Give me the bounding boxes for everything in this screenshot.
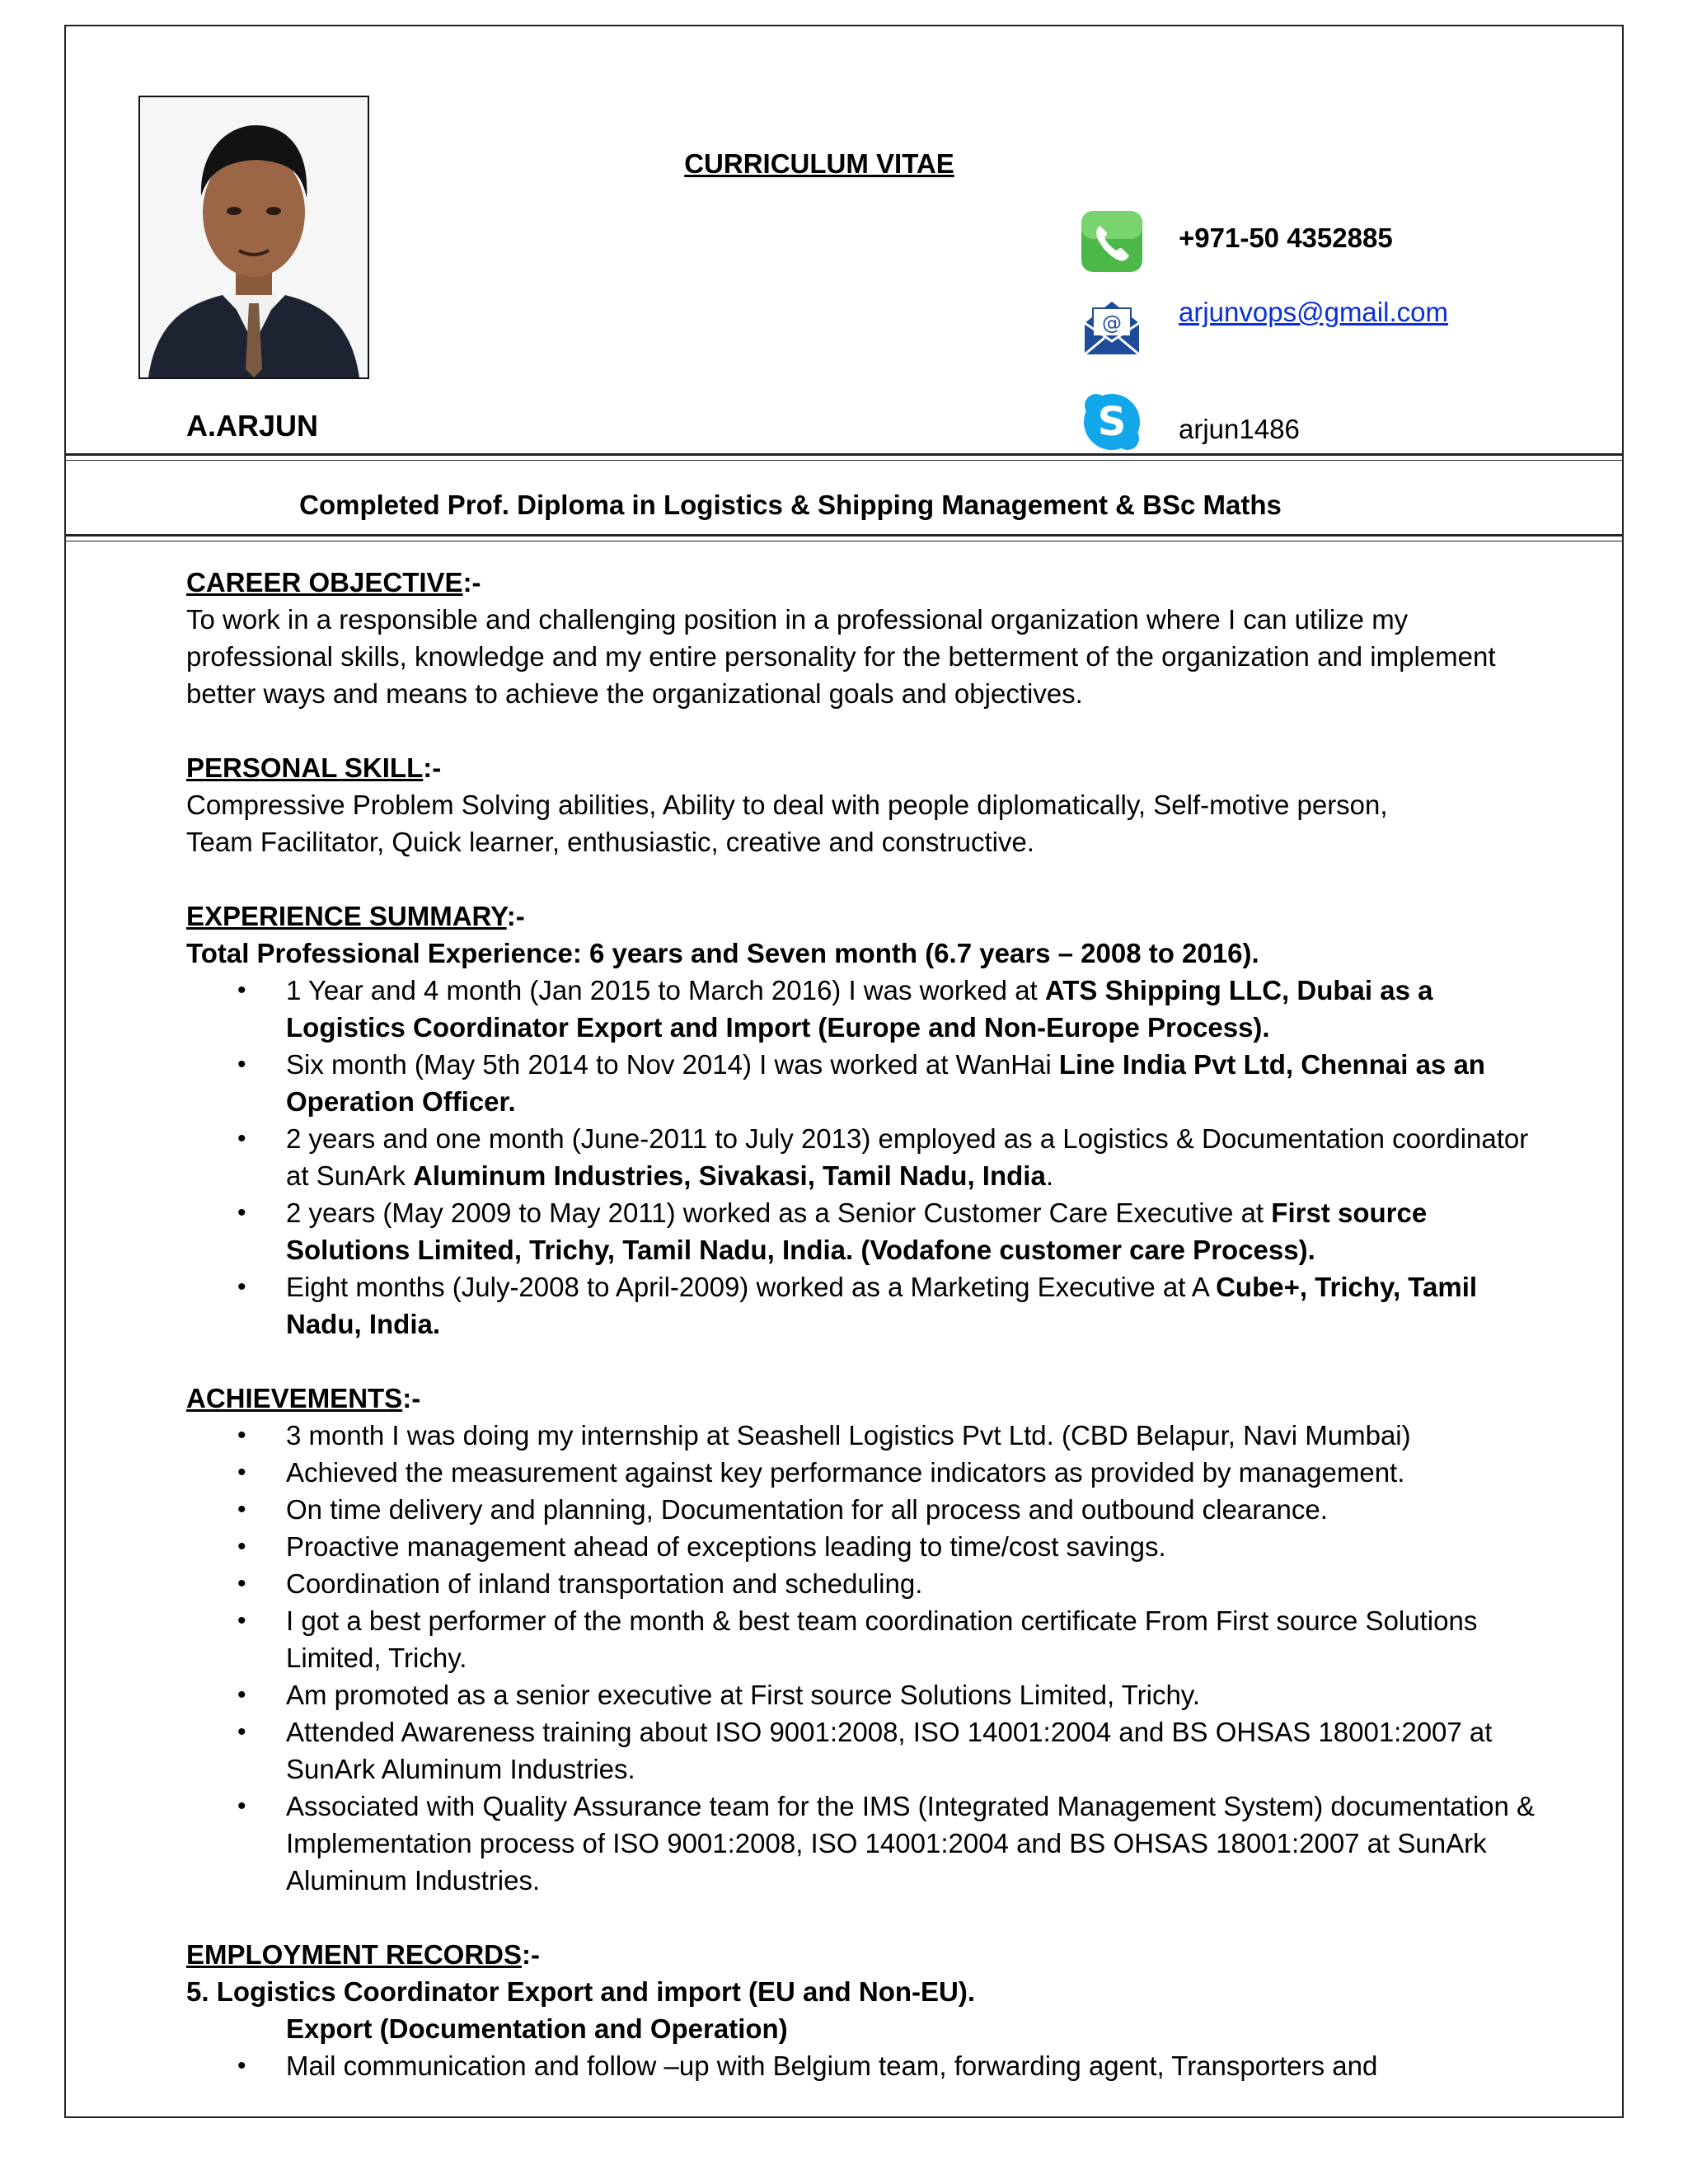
achievement-item: • Am promoted as a senior executive at First source Solutions Limited, Trichy.	[186, 1676, 1554, 1713]
achievement-item: • Proactive management ahead of exceptions leading to time/cost savings.	[186, 1528, 1554, 1565]
qualification-divider	[66, 534, 1622, 537]
achievement-item: • Achieved the measurement against key performance indicators as provided by management.	[186, 1454, 1554, 1491]
career-objective-heading: CAREER OBJECTIVE:-	[186, 567, 481, 598]
achievement-item: • Associated with Quality Assurance team for the IMS (Integrated Management System) documentation & Implementation process of ISO 9001:2008, ISO 14001:2004 and BS OHSAS 18001:2007 at SunArk Aluminum Industries.	[186, 1788, 1554, 1899]
profile-photo	[138, 96, 369, 379]
experience-item: • 2 years (May 2009 to May 2011) worked as a Senior Customer Care Executive at First source Solutions Limited, Trichy, Tamil Nadu, India. (Vodafone customer care Process).	[186, 1194, 1554, 1268]
employment-duty-item: • Mail communication and follow –up with Belgium team, forwarding agent, Transporters and	[186, 2047, 1554, 2084]
skype-id: arjun1486	[1179, 414, 1300, 444]
experience-item: • 1 Year and 4 month (Jan 2015 to March 2016) I was worked at ATS Shipping LLC, Dubai as a Logistics Coordinator Export and Import (Europe and Non-Europe Process).	[186, 972, 1554, 1046]
email-address[interactable]: arjunvops@gmail.com	[1179, 297, 1448, 327]
achievement-item: • Coordination of inland transportation and scheduling.	[186, 1565, 1554, 1602]
employment-sub-heading: Export (Documentation and Operation)	[286, 2013, 788, 2044]
experience-summary-heading: EXPERIENCE SUMMARY:-	[186, 901, 525, 931]
resume-body	[186, 564, 1554, 2084]
experience-item: • 2 years and one month (June-2011 to July 2013) employed as a Logistics & Documentation coordinator at SunArk Aluminum Industries, Sivakasi, Tamil Nadu, India.	[186, 1120, 1554, 1194]
document-title: CURRICULUM VITAE	[684, 148, 954, 179]
svg-text:@: @	[1102, 312, 1122, 335]
email-link[interactable]	[1179, 297, 1448, 328]
achievement-item: • Attended Awareness training about ISO 9001:2008, ISO 14001:2004 and BS OHSAS 18001:2007 at SunArk Aluminum Industries.	[186, 1713, 1554, 1788]
header-divider-thin	[66, 460, 1622, 461]
achievements-heading: ACHIEVEMENTS:-	[186, 1383, 421, 1413]
experience-list	[186, 972, 1554, 1343]
experience-item: • Eight months (July-2008 to April-2009) worked as a Marketing Executive at A Cube+, Trichy, Tamil Nadu, India.	[186, 1268, 1554, 1343]
email-icon	[1080, 295, 1144, 359]
career-objective-text: To work in a responsible and challenging position in a professional organization where I can utilize my professional skills, knowledge and my entire personality for the betterment of the organization and implement better ways and means to achieve the organizational goals and objectives.	[186, 604, 1496, 709]
personal-skill-line: Team Facilitator, Quick learner, enthusiastic, creative and constructive.	[186, 827, 1034, 857]
candidate-name: A.ARJUN	[186, 409, 319, 443]
achievement-item: • 3 month I was doing my internship at Seashell Logistics Pvt Ltd. (CBD Belapur, Navi Mumbai)	[186, 1417, 1554, 1454]
phone-icon	[1080, 209, 1144, 274]
employment-record-title: 5. Logistics Coordinator Export and import (EU and Non-EU).	[186, 1976, 976, 2007]
qualification-line: Completed Prof. Diploma in Logistics & Shipping Management & BSc Maths	[299, 490, 1282, 520]
experience-item: • Six month (May 5th 2014 to Nov 2014) I was worked at WanHai Line India Pvt Ltd, Chennai as an Operation Officer.	[186, 1046, 1554, 1120]
achievements-list	[186, 1417, 1554, 1899]
total-experience: Total Professional Experience: 6 years and Seven month (6.7 years – 2008 to 2016).	[186, 938, 1259, 968]
personal-skill-heading: PERSONAL SKILL:-	[186, 752, 442, 783]
skype-icon	[1080, 389, 1144, 453]
achievement-item: • I got a best performer of the month & best team coordination certificate From First source Solutions Limited, Trichy.	[186, 1602, 1554, 1676]
achievement-item: • On time delivery and planning, Documentation for all process and outbound clearance.	[186, 1491, 1554, 1528]
header-divider	[66, 453, 1622, 456]
personal-skill-line: Compressive Problem Solving abilities, Ability to deal with people diplomatically, Self-motive person,	[186, 790, 1388, 820]
phone-number: +971-50 4352885	[1179, 223, 1393, 253]
employment-duties-list	[186, 2047, 1554, 2084]
employment-records-heading: EMPLOYMENT RECORDS:-	[186, 1939, 541, 1970]
svg-text:S: S	[1097, 399, 1127, 445]
